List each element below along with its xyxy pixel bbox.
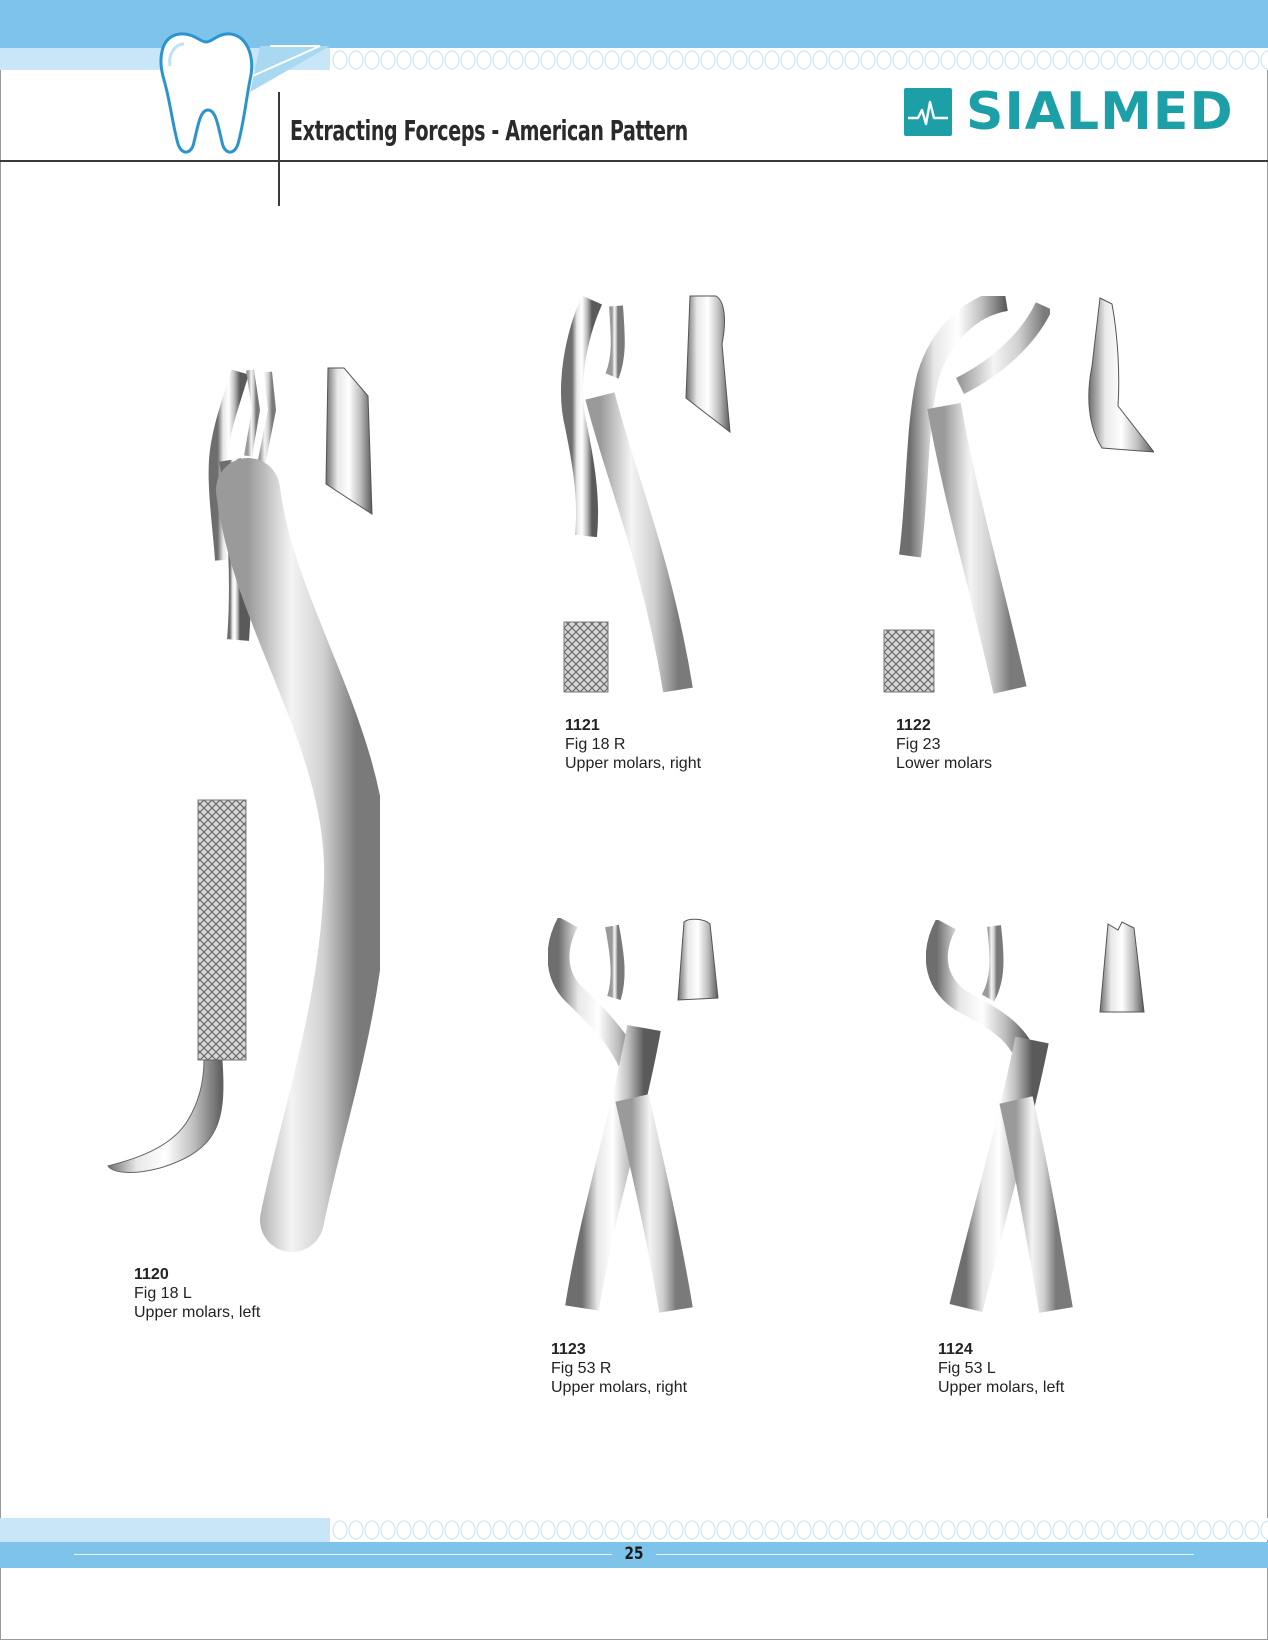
product-caption-1121 (565, 716, 701, 773)
heartbeat-icon (904, 88, 952, 136)
product-caption-1123 (551, 1340, 687, 1397)
product-description: Upper molars, left (134, 1304, 261, 1321)
product-figure: Fig 18 R (565, 736, 626, 753)
product-description: Lower molars (896, 755, 993, 772)
product-code: 1123 (551, 1341, 586, 1358)
header-loop-pattern (330, 48, 1268, 70)
product-figure: Fig 53 R (551, 1360, 612, 1377)
product-figure: Fig 53 L (938, 1360, 996, 1377)
product-figure: Fig 18 L (134, 1285, 192, 1302)
brand-logo (904, 84, 1240, 142)
product-description: Upper molars, right (551, 1379, 688, 1396)
beak-detail-1122 (1084, 296, 1154, 456)
product-image-1122 (880, 296, 1050, 696)
product-image-1124 (926, 920, 1086, 1314)
beak-detail-1123 (674, 918, 724, 1002)
beak-detail-1120 (324, 366, 374, 516)
beak-detail-1124 (1096, 920, 1152, 1014)
product-caption-1122 (896, 716, 992, 773)
page-number: 25 (624, 1544, 644, 1564)
footer-band-light (0, 1518, 330, 1542)
product-description: Upper molars, left (938, 1379, 1065, 1396)
beak-detail-1121 (682, 294, 732, 434)
product-code: 1124 (938, 1341, 973, 1358)
product-description: Upper molars, right (565, 755, 702, 772)
page-title: Extracting Forceps - American Pattern (290, 114, 688, 147)
product-code: 1122 (896, 717, 931, 734)
product-code: 1120 (134, 1266, 169, 1283)
product-caption-1124 (938, 1340, 1064, 1397)
product-image-1121 (560, 296, 700, 696)
product-figure: Fig 23 (896, 736, 941, 753)
product-caption-1120 (134, 1265, 260, 1322)
brand-name: SIALMED (966, 82, 1234, 142)
product-code: 1121 (565, 717, 600, 734)
footer-loop-pattern (330, 1518, 1268, 1540)
